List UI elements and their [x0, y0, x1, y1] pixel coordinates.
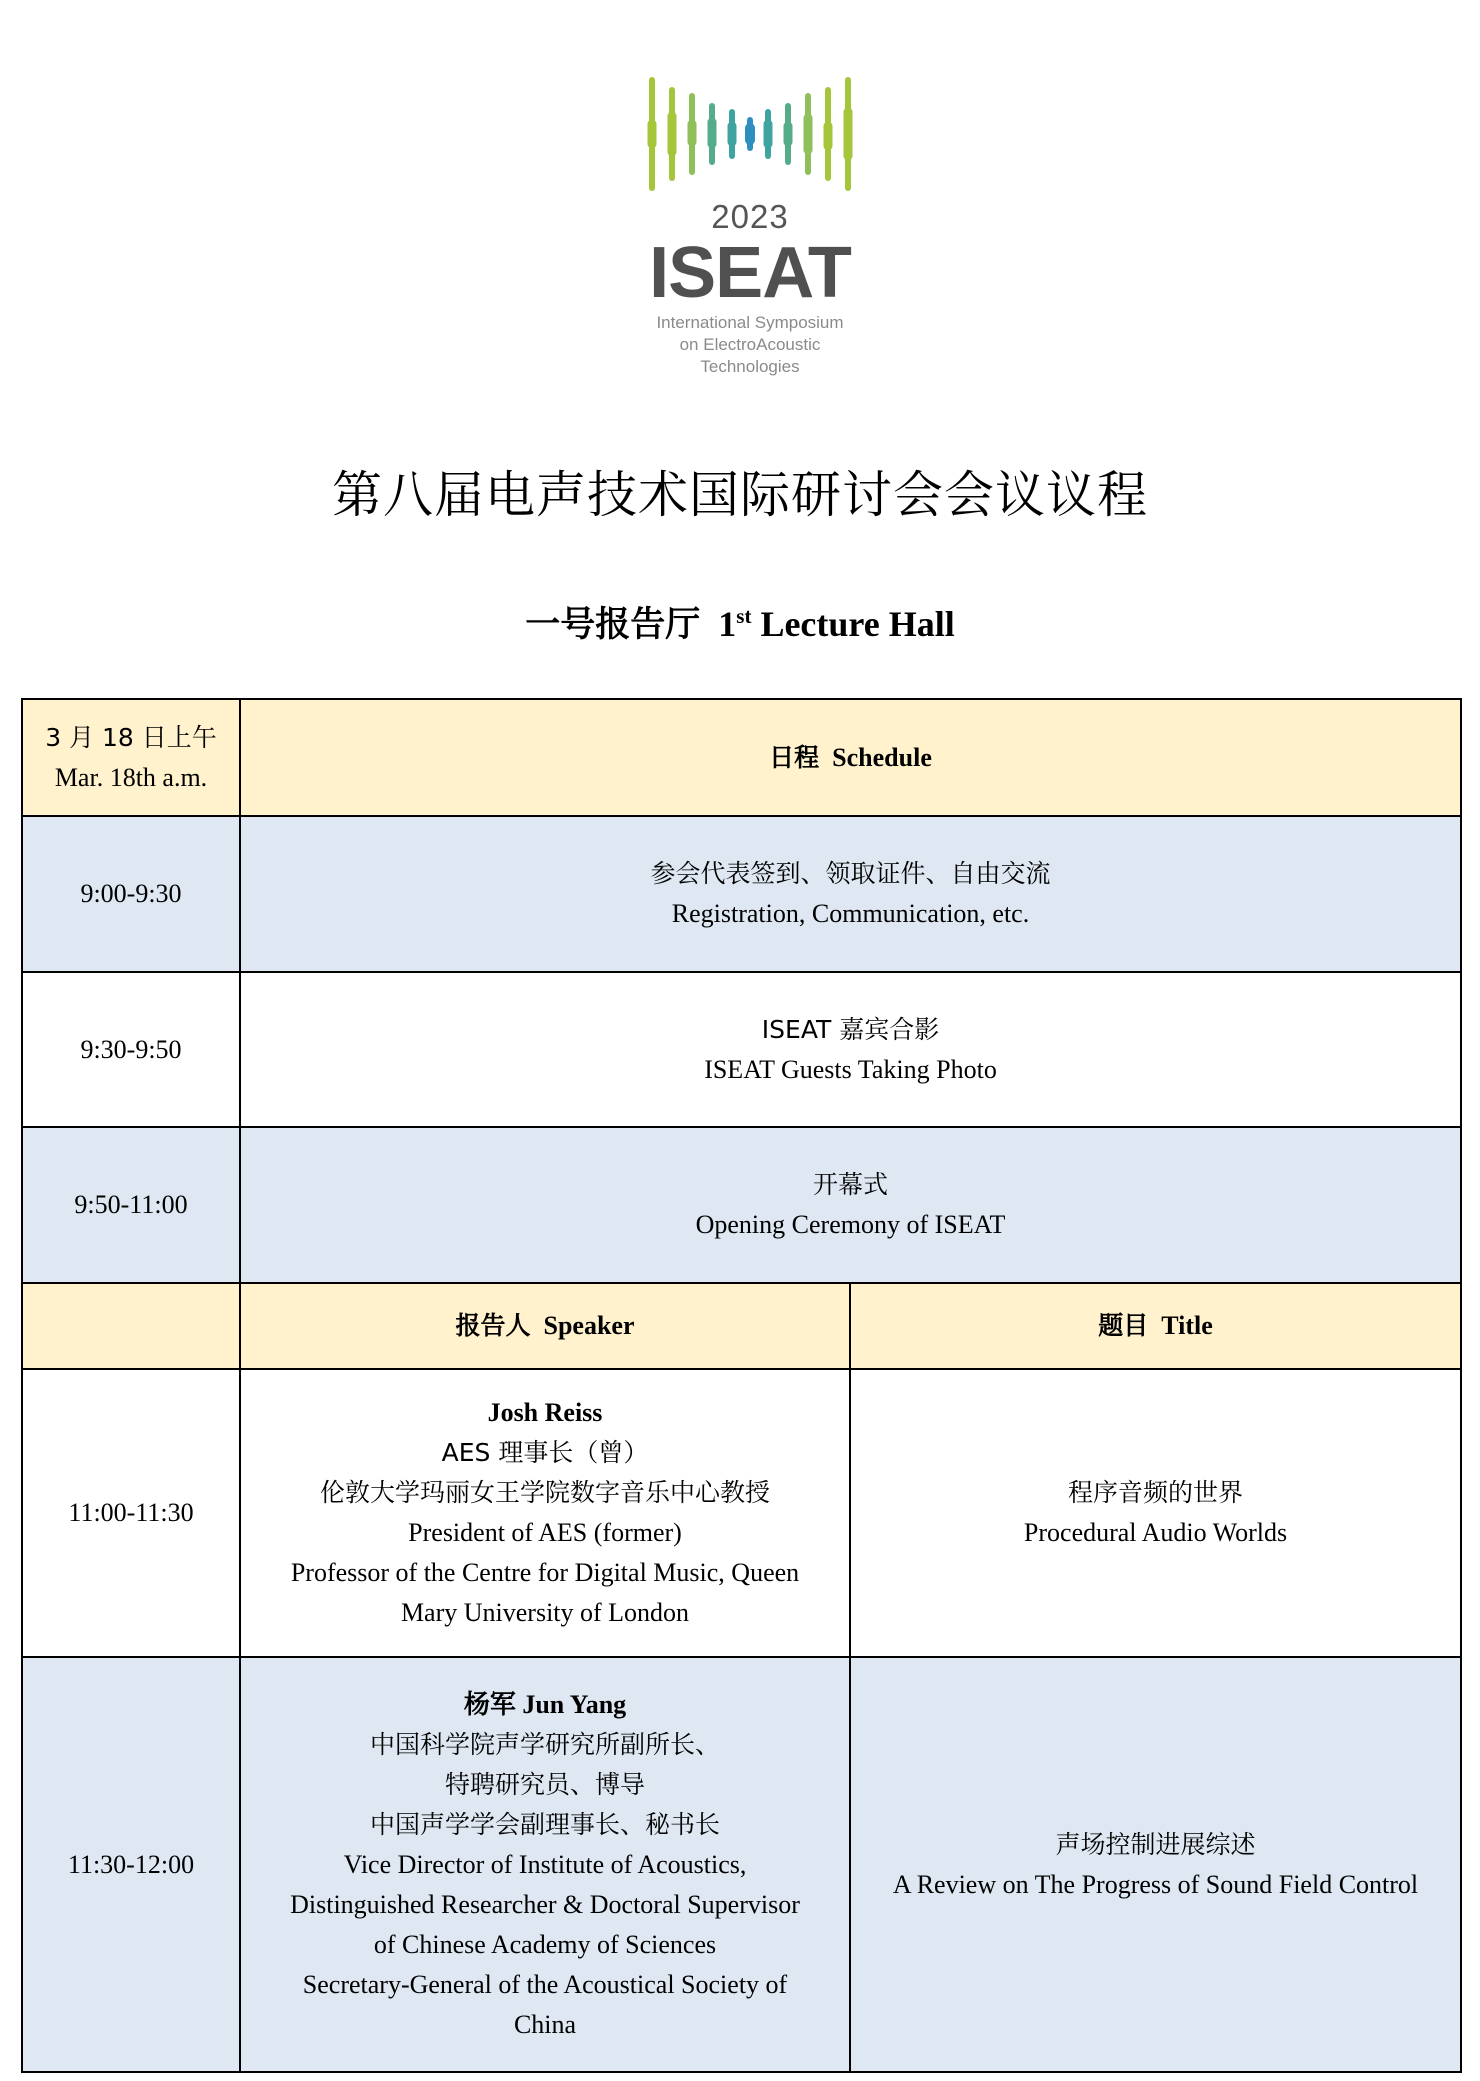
speaker-header-en: Speaker [543, 1311, 635, 1340]
event-cn: 开幕式 [813, 1170, 889, 1199]
event-cn: ISEAT 嘉宾合影 [761, 1014, 940, 1044]
time-cell: 11:00-11:30 [22, 1369, 240, 1657]
sound-wave-icon [640, 76, 860, 196]
event-cell [240, 816, 1461, 972]
logo-subtitle-line: on ElectroAcoustic [679, 335, 821, 354]
title-header [850, 1283, 1461, 1369]
talk-title-cell [850, 1657, 1461, 2072]
speaker-line: 中国科学院声学研究所副所长、 [369, 1729, 720, 1759]
speaker-line: Secretary-General of the Acoustical Society of [302, 1969, 788, 1999]
speaker-line: Mary University of London [400, 1598, 690, 1627]
speaker-cell [240, 1369, 850, 1657]
schedule-header-cn: 日程 [769, 742, 820, 772]
speaker-cell [240, 1657, 850, 2072]
speaker-line: of Chinese Academy of Sciences [373, 1929, 717, 1959]
speaker-header-cn: 报告人 [455, 1311, 531, 1340]
table-row [22, 1127, 1461, 1283]
time-cell: 9:50-11:00 [22, 1127, 240, 1283]
table-header-row [22, 699, 1461, 816]
talk-title-cn: 声场控制进展综述 [1055, 1829, 1256, 1859]
talk-title-en: Procedural Audio Worlds [1023, 1518, 1288, 1547]
title-header-cn: 题目 [1098, 1311, 1149, 1340]
hall-title-en: Lecture Hall [760, 604, 955, 644]
logo-name: ISEAT [649, 233, 851, 313]
speaker-line: Distinguished Researcher & Doctoral Supervisor [290, 1889, 800, 1919]
talk-row [22, 1369, 1461, 1657]
date-cn: 3 月 18 日上午 [45, 722, 217, 752]
speaker-name: 杨军 Jun Yang [463, 1689, 627, 1719]
title-header-en: Title [1161, 1311, 1213, 1340]
talk-title-en: A Review on The Progress of Sound Field Control [892, 1869, 1419, 1899]
event-en: Opening Ceremony of ISEAT [695, 1210, 1006, 1239]
event-en: ISEAT Guests Taking Photo [704, 1054, 997, 1084]
date-cell [22, 699, 240, 816]
event-cell [240, 1127, 1461, 1283]
time-cell: 9:30-9:50 [22, 972, 240, 1127]
schedule-header [240, 699, 1461, 816]
logo-subtitle-line: International Symposium [656, 313, 844, 332]
event-en: Registration, Communication, etc. [671, 899, 1030, 928]
speaker-line: 伦敦大学玛丽女王学院数字音乐中心教授 [319, 1478, 770, 1507]
empty-cell [22, 1283, 240, 1369]
speaker-line: China [513, 2009, 577, 2039]
talk-row [22, 1657, 1461, 2072]
speaker-line: Professor of the Centre for Digital Music, Queen [290, 1558, 800, 1587]
table-row [22, 972, 1461, 1127]
date-en: Mar. 18th a.m. [54, 762, 208, 792]
talks-header-row [22, 1283, 1461, 1369]
speaker-line: 中国声学学会副理事长、秘书长 [369, 1809, 720, 1839]
schedule-header-en: Schedule [832, 742, 932, 772]
hall-number-suffix: st [736, 604, 752, 628]
iseat-logo [640, 76, 860, 376]
event-cn: 参会代表签到、领取证件、自由交流 [650, 859, 1051, 888]
speaker-line: President of AES (former) [408, 1518, 682, 1547]
hall-title-cn: 一号报告厅 [525, 605, 701, 645]
speaker-line: Vice Director of Institute of Acoustics, [343, 1849, 747, 1879]
time-cell: 11:30-12:00 [22, 1657, 240, 2072]
table-row [22, 816, 1461, 972]
talk-title-cell [850, 1369, 1461, 1657]
schedule-table [21, 698, 1462, 2073]
speaker-line: 特聘研究员、博导 [444, 1769, 645, 1799]
hall-title [0, 597, 1480, 647]
logo-year: 2023 [711, 198, 789, 235]
time-cell: 9:00-9:30 [22, 816, 240, 972]
logo-subtitle-line: Technologies [700, 357, 800, 376]
speaker-name: Josh Reiss [487, 1398, 603, 1427]
page-title: 第八届电声技术国际研讨会会议议程 [332, 466, 1148, 524]
logo-subtitle [640, 312, 860, 378]
speaker-header [240, 1283, 850, 1369]
speaker-line: AES 理事长（曾） [441, 1438, 649, 1467]
hall-number: 1 [718, 604, 737, 644]
event-cell [240, 972, 1461, 1127]
talk-title-cn: 程序音频的世界 [1068, 1478, 1244, 1507]
